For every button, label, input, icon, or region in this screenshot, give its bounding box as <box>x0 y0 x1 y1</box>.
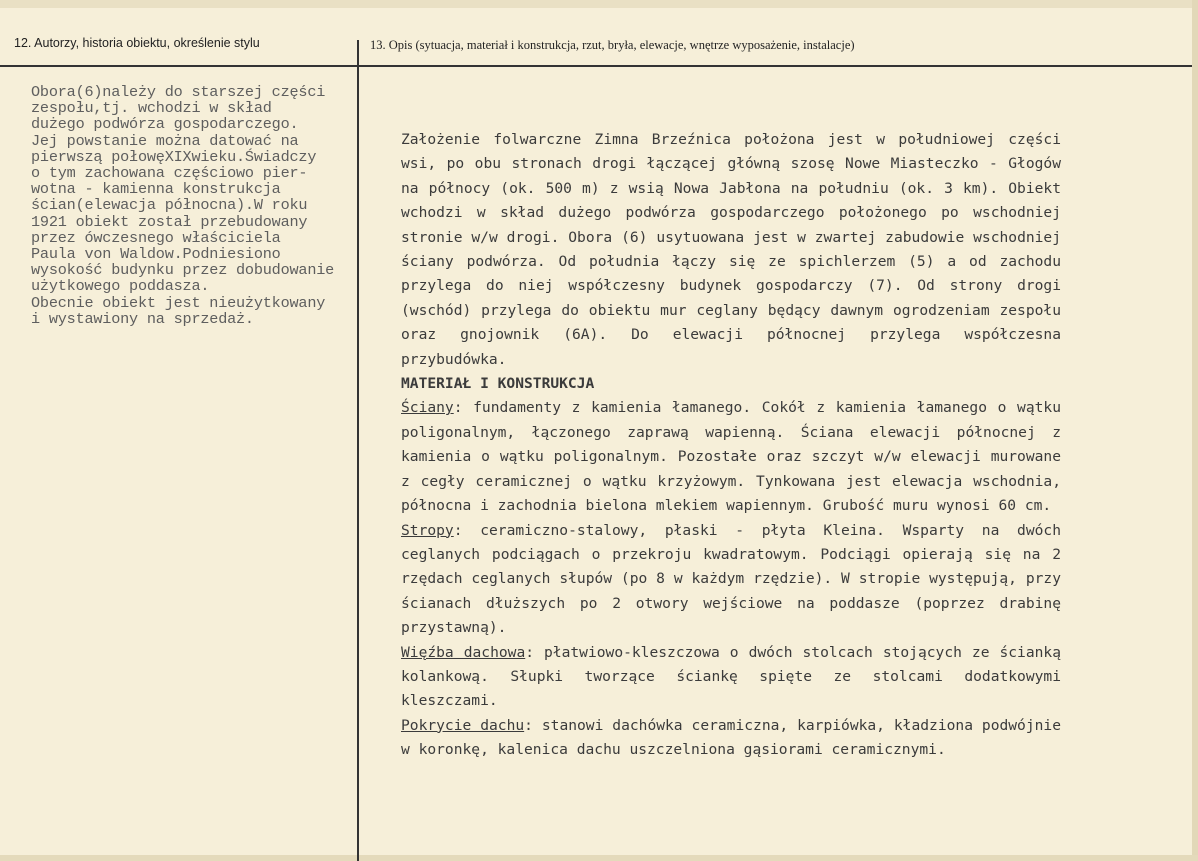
ceilings-paragraph <box>401 519 1061 641</box>
right-column-header: 13. Opis (sytuacja, materiał i konstrukcja, rzut, bryła, elewacje, wnętrze wyposażenie, instalacje) <box>370 38 855 52</box>
walls-text: : fundamenty z kamienia łamanego. Cokół z kamienia łamanego o wątku poligonalnym, łączonego zaprawą wapienną. Ściana elewacji północnej z kamienia o wątku poligonalnym. Pozostałe oraz szczyt w/w elewacji murowane z cegły ceramicznej o wątku krzyżowym. Tynkowana jest elewacja wschodnia, północna i zachodnia bielona mlekiem wapiennym. Grubość muru wynosi 60 cm. <box>401 399 1061 515</box>
section-heading: MATERIAŁ I KONSTRUKCJA <box>401 375 595 393</box>
truss-text: : płatwiowo-kleszczowa o dwóch stolcach stojących ze ścianką kolankową. Słupki tworzące ściankę spięte ze stolcami dodatkowymi kleszczami. <box>401 643 1061 710</box>
description-text <box>401 128 1061 763</box>
truss-label: Więźba dachowa <box>401 643 526 661</box>
roof-label: Pokrycie dachu <box>401 716 525 734</box>
roof-paragraph <box>401 714 1061 763</box>
walls-label: Ściany <box>401 399 454 417</box>
page-top-edge <box>0 0 1198 8</box>
truss-paragraph <box>401 641 1061 714</box>
roof-text: : stanowi dachówka ceramiczna, karpiówka, kładziona podwójnie w koronkę, kalenica dachu uszczelniona gąsiorami ceramicznymi. <box>401 716 1061 759</box>
history-text: Obora(6)należy do starszej części zespołu,tj. wchodzi w skład dużego podwórza gospodarczego. Jej powstanie można datować na pierwszą połowęXIXwieku.Świadczy o tym zachowana częściowo pier- wotna - kamienna konstrukcja ścian(elewacja północna).W roku 1921 obiekt został przebudowany przez ówczesnego właściciela Paula von Waldow.Podniesiono wysokość budynku przez dobudowanie użytkowego poddasza. Obecnie obiekt jest nieużytkowany i wystawiony na sprzedaż. <box>31 83 335 328</box>
ceilings-text: : ceramiczno-stalowy, płaski - płyta Kleina. Wsparty na dwóch ceglanych podciągach o przekroju kwadratowym. Podciągi opierają się na 2 rzędach ceglanych słupów (po 8 w każdym rzędzie). W stropie występują, przy ścianach dłuższych po 2 otwory wejściowe na poddasze (poprzez drabinę przystawną). <box>401 521 1061 637</box>
ceilings-label: Stropy <box>401 521 454 539</box>
header-divider <box>0 65 1192 67</box>
walls-paragraph <box>401 396 1061 518</box>
page-bottom-edge <box>0 855 1198 861</box>
intro-paragraph: Założenie folwarczne Zimna Brzeźnica położona jest w południowej części wsi, po obu stronach drogi łączącej główną szosę Nowe Miasteczko - Głogów na północy (ok. 500 m) z wsią Nowa Jabłona na południu (ok. 3 km). Obiekt wchodzi w skład dużego podwórza gospodarczego położonego po wschodniej stronie w/w drogi. Obora (6) usytuowana jest w zwartej zabudowie wschodniej ściany podwórza. Od południa łączy się ze spichlerzem (5) a od zachodu przylega do niej współczesny budynek gospodarczy (7). Od strony drogi (wschód) przylega do obiektu mur ceglany będący dawnym ogrodzeniam zespołu oraz gnojownik (6A). Do elewacji północnej przylega współczesna przybudówka. <box>401 131 1061 368</box>
page-right-edge <box>1192 0 1198 861</box>
left-column-header: 12. Autorzy, historia obiektu, określenie stylu <box>14 36 260 50</box>
